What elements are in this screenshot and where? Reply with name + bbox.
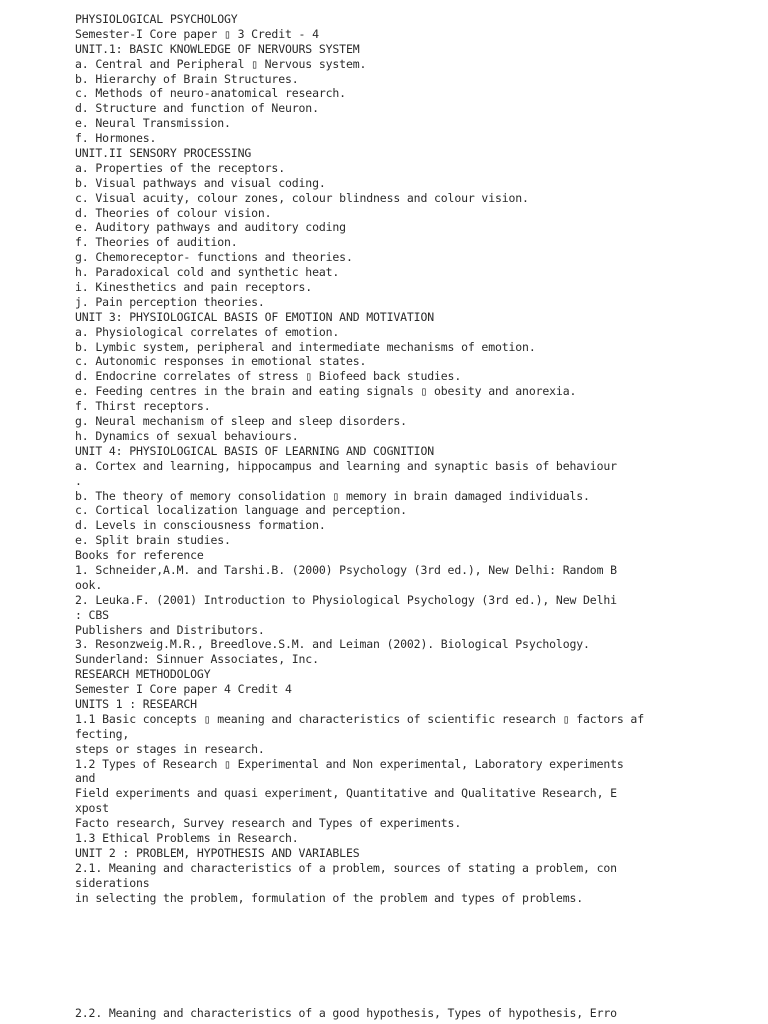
document-line: j. Pain perception theories.	[75, 294, 265, 309]
document-line: a. Cortex and learning, hippocampus and learning and synaptic basis of behaviour	[75, 458, 617, 473]
document-line: 2. Leuka.F. (2001) Introduction to Physiological Psychology (3rd ed.), New Delhi	[75, 592, 617, 607]
document-line: a. Physiological correlates of emotion.	[75, 324, 340, 339]
document-line: c. Visual acuity, colour zones, colour blindness and colour vision.	[75, 190, 529, 205]
document-line: Field experiments and quasi experiment, Quantitative and Qualitative Research, E	[75, 786, 617, 801]
document-line: e. Auditory pathways and auditory coding	[75, 220, 346, 235]
document-line: 1. Schneider,A.M. and Tarshi.B. (2000) Psychology (3rd ed.), New Delhi: Random B	[75, 562, 617, 577]
document-line: 1.1 Basic concepts ▯ meaning and characteristics of scientific research ▯ factors af	[75, 711, 644, 726]
document-line: c. Methods of neuro-anatomical research.	[75, 86, 346, 101]
document-line: a. Central and Peripheral ▯ Nervous system.	[75, 56, 367, 71]
document-line: b. Hierarchy of Brain Structures.	[75, 71, 299, 86]
document-line: h. Dynamics of sexual behaviours.	[75, 428, 299, 443]
document-line: in selecting the problem, formulation of the problem and types of problems.	[75, 890, 584, 905]
document-line: Semester I Core paper 4 Credit 4	[75, 682, 292, 697]
document-line: d. Endocrine correlates of stress ▯ Biofeed back studies.	[75, 369, 462, 384]
document-line: d. Structure and function of Neuron.	[75, 101, 319, 116]
document-line: d. Theories of colour vision.	[75, 205, 272, 220]
document-line: c. Autonomic responses in emotional states.	[75, 354, 367, 369]
document-line: RESEARCH METHODOLOGY	[75, 667, 211, 682]
document-line: f. Thirst receptors.	[75, 399, 211, 414]
document-line: Publishers and Distributors.	[75, 622, 265, 637]
document-line: e. Split brain studies.	[75, 533, 231, 548]
document-line: siderations	[75, 875, 150, 890]
document-line: UNIT 3: PHYSIOLOGICAL BASIS OF EMOTION AND MOTIVATION	[75, 309, 435, 324]
document-line: d. Levels in consciousness formation.	[75, 518, 326, 533]
document-line: ook.	[75, 577, 103, 592]
document-line: c. Cortical localization language and perception.	[75, 503, 407, 518]
document-line: Books for reference	[75, 548, 204, 563]
document-line: UNITS 1 : RESEARCH	[75, 696, 197, 711]
document-line: b. Visual pathways and visual coding.	[75, 175, 326, 190]
document-line: PHYSIOLOGICAL PSYCHOLOGY	[75, 12, 238, 26]
document-line: and	[75, 771, 96, 786]
document-text	[75, 12, 735, 905]
document-line: fecting,	[75, 726, 130, 741]
document-line: .	[75, 473, 82, 488]
document-line: b. Lymbic system, peripheral and intermediate mechanisms of emotion.	[75, 339, 536, 354]
document-line: f. Theories of audition.	[75, 235, 238, 250]
document-line: Facto research, Survey research and Types of experiments.	[75, 816, 462, 831]
document-line: g. Neural mechanism of sleep and sleep disorders.	[75, 414, 407, 429]
document-line: UNIT 2 : PROBLEM, HYPOTHESIS AND VARIABLES	[75, 845, 360, 860]
document-line: f. Hormones.	[75, 131, 157, 146]
document-line: steps or stages in research.	[75, 741, 265, 756]
document-line: e. Feeding centres in the brain and eating signals ▯ obesity and anorexia.	[75, 384, 577, 399]
document-line: a. Properties of the receptors.	[75, 160, 285, 175]
document-line: 1.2 Types of Research ▯ Experimental and Non experimental, Laboratory experiments	[75, 756, 624, 771]
document-line: 3. Resonzweig.M.R., Breedlove.S.M. and Leiman (2002). Biological Psychology.	[75, 637, 590, 652]
document-line: 1.3 Ethical Problems in Research.	[75, 830, 299, 845]
document-line: Semester-I Core paper ▯ 3 Credit - 4	[75, 26, 319, 41]
document-line: xpost	[75, 801, 109, 816]
document-line: 2.1. Meaning and characteristics of a problem, sources of stating a problem, con	[75, 860, 617, 875]
document-line: b. The theory of memory consolidation ▯ memory in brain damaged individuals.	[75, 488, 590, 503]
document-line: g. Chemoreceptor- functions and theories.	[75, 250, 353, 265]
document-line: e. Neural Transmission.	[75, 116, 231, 131]
document-line: UNIT 4: PHYSIOLOGICAL BASIS OF LEARNING AND COGNITION	[75, 443, 435, 458]
document-line: h. Paradoxical cold and synthetic heat.	[75, 265, 340, 280]
document-line: : CBS	[75, 607, 109, 622]
document-line: UNIT.II SENSORY PROCESSING	[75, 146, 252, 161]
document-line: Sunderland: Sinnuer Associates, Inc.	[75, 652, 319, 667]
document-line: UNIT.1: BASIC KNOWLEDGE OF NERVOURS SYSTEM	[75, 41, 360, 56]
document-continuation-line: 2.2. Meaning and characteristics of a good hypothesis, Types of hypothesis, Erro	[75, 1006, 617, 1020]
document-line: i. Kinesthetics and pain receptors.	[75, 280, 313, 295]
